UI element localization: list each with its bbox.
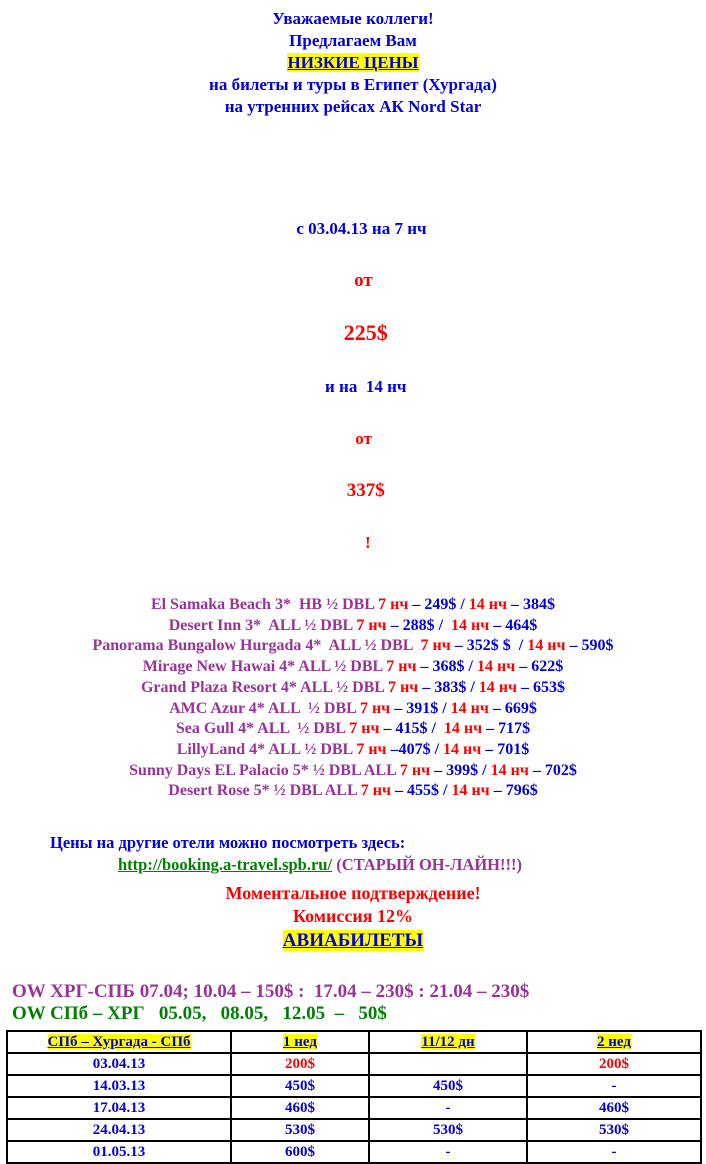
nights14-label: 14 нч bbox=[478, 678, 518, 696]
avia-heading: АВИАБИЛЕТЫ bbox=[282, 930, 424, 952]
ow-hrg-spb-line: OW ХРГ-СПБ 07.04; 10.04 – 150$ : 17.04 – 230$ : 21.04 – 230$ bbox=[12, 981, 530, 1003]
hotel-line bbox=[0, 616, 706, 637]
cell-11-12days-text: 450$ bbox=[433, 1077, 463, 1094]
cell-date-text: 03.04.13 bbox=[92, 1055, 146, 1072]
hotel-name: Panorama Bungalow Hurgada 4* ALL ½ DBL bbox=[92, 637, 421, 655]
cell-2weeks-text: 460$ bbox=[599, 1099, 629, 1116]
price-7nights: – 391$ / bbox=[390, 699, 451, 717]
table-header-row bbox=[7, 1031, 701, 1053]
cell-date-text: 17.04.13 bbox=[92, 1099, 146, 1116]
cell-1week-text: 530$ bbox=[285, 1121, 315, 1138]
nights14-label: 14 нч bbox=[527, 637, 566, 655]
price-14nights: – 796$ bbox=[489, 782, 538, 800]
col-header-11-12days bbox=[369, 1031, 527, 1053]
cell-11-12days-text: - bbox=[445, 1143, 451, 1160]
hotel-name: Sunny Days EL Palacio 5* ½ DBL ALL bbox=[129, 761, 400, 779]
hotel-line bbox=[0, 678, 706, 699]
col-header-2weeks bbox=[527, 1031, 701, 1053]
hotel-price-list bbox=[0, 595, 706, 802]
cell-date-text: 14.03.13 bbox=[92, 1077, 146, 1094]
cell-1week-text: 450$ bbox=[285, 1077, 315, 1094]
promo-segment: 337$ bbox=[346, 480, 385, 501]
cell-11-12days-text: 530$ bbox=[433, 1121, 463, 1138]
hotel-name: AMC Azur 4* ALL ½ DBL bbox=[169, 699, 360, 717]
header-line bbox=[0, 52, 706, 74]
cell-1week bbox=[231, 1053, 369, 1075]
table-row bbox=[7, 1053, 701, 1075]
price-14nights: – 464$ bbox=[489, 616, 538, 634]
cell-2weeks-text: - bbox=[611, 1077, 617, 1094]
price-14nights: – 702$ bbox=[528, 761, 577, 779]
cell-date bbox=[7, 1075, 231, 1097]
cell-date bbox=[7, 1141, 231, 1163]
promo-segment: 225$ bbox=[343, 320, 388, 345]
promo-segment: от bbox=[355, 429, 377, 448]
hotel-name: Grand Plaza Resort 4* ALL ½ DBL bbox=[140, 678, 389, 696]
nights7-label: 7 нч bbox=[359, 699, 391, 717]
cell-1week bbox=[231, 1075, 369, 1097]
nights14-label: 14 нч bbox=[490, 761, 529, 779]
cell-1week bbox=[231, 1097, 369, 1119]
hotel-line bbox=[0, 761, 706, 782]
header-line bbox=[0, 96, 706, 118]
price-14nights: – 590$ bbox=[565, 637, 614, 655]
cell-11-12days bbox=[369, 1053, 527, 1075]
flight-price-table bbox=[6, 1030, 702, 1164]
cell-2weeks bbox=[527, 1119, 701, 1141]
ow-spb-hrg-line: OW СПб – ХРГ 05.05, 08.05, 12.05 – 50$ bbox=[12, 1003, 387, 1025]
col-header-1week bbox=[231, 1031, 369, 1053]
cell-1week bbox=[231, 1119, 369, 1141]
hotel-name: Desert Inn 3* ALL ½ DBL bbox=[168, 616, 357, 634]
header bbox=[0, 0, 706, 118]
promo-segment: и на 14 нч bbox=[320, 377, 411, 396]
price-7nights: – 368$ / bbox=[416, 658, 477, 676]
cell-2weeks bbox=[527, 1075, 701, 1097]
promo-segment: от bbox=[354, 270, 378, 291]
hotel-line bbox=[0, 636, 706, 657]
hotel-line bbox=[0, 740, 706, 761]
cell-2weeks bbox=[527, 1141, 701, 1163]
cell-1week-text: 200$ bbox=[285, 1055, 315, 1072]
table-row bbox=[7, 1119, 701, 1141]
instant-confirmation-note: Моментальное подтверждение! bbox=[225, 883, 481, 904]
header-line bbox=[0, 30, 706, 52]
cell-11-12days bbox=[369, 1075, 527, 1097]
promo-price-line bbox=[0, 138, 706, 582]
nights14-label: 14 нч bbox=[477, 658, 516, 676]
cell-1week-text: 460$ bbox=[285, 1099, 315, 1116]
hotel-line bbox=[0, 699, 706, 720]
nights7-label: 7 нч bbox=[356, 616, 387, 634]
price-14nights: – 717$ bbox=[482, 720, 531, 738]
nights14-label: 14 нч bbox=[450, 699, 489, 717]
price-7nights: – 249$ / bbox=[408, 596, 469, 613]
cell-2weeks-text: - bbox=[611, 1143, 617, 1160]
col-header-1week-text: 1 нед bbox=[283, 1033, 317, 1050]
nights14-label: 14 нч bbox=[451, 782, 490, 800]
nights7-label: 7 нч bbox=[378, 596, 409, 613]
nights14-label: 14 нч bbox=[451, 616, 490, 634]
cell-1week bbox=[231, 1141, 369, 1163]
nights7-label: 7 нч bbox=[386, 658, 417, 676]
nights7-label: 7 нч bbox=[360, 782, 391, 800]
hotel-name: El Samaka Beach 3* HB ½ DBL bbox=[150, 596, 379, 613]
hotel-line bbox=[0, 719, 706, 740]
nights14-label: 14 нч bbox=[443, 720, 483, 738]
cell-date bbox=[7, 1097, 231, 1119]
cell-date bbox=[7, 1053, 231, 1075]
price-7nights: – 399$ / bbox=[430, 761, 491, 779]
hotel-line bbox=[0, 781, 706, 802]
nights14-label: 14 нч bbox=[468, 596, 508, 613]
price-7nights: – 455$ / bbox=[391, 782, 452, 800]
nights14-label: 14 нч bbox=[443, 740, 482, 758]
hotel-name: Mirage New Hawai 4* ALL ½ DBL bbox=[142, 658, 387, 676]
cell-2weeks-text: 200$ bbox=[599, 1055, 629, 1072]
col-header-11-12days-text: 11/12 дн bbox=[421, 1033, 475, 1050]
table-row bbox=[7, 1097, 701, 1119]
old-online-note: (СТАРЫЙ ОН-ЛАЙН!!!) bbox=[332, 855, 522, 875]
booking-link[interactable]: http://booking.a-travel.spb.ru/ bbox=[118, 855, 333, 875]
header-line-text: на билеты и туры в Египет (Хургада) bbox=[209, 75, 497, 94]
price-7nights: – 288$ / bbox=[386, 616, 452, 634]
header-line-text: Уважаемые коллеги! bbox=[272, 9, 434, 28]
hotel-name: Desert Rose 5* ½ DBL ALL bbox=[168, 782, 361, 800]
header-line-text: на утренних рейсах АК Nord Star bbox=[224, 97, 482, 116]
nights7-label: 7 нч bbox=[420, 637, 451, 655]
cell-2weeks bbox=[527, 1097, 701, 1119]
cell-date bbox=[7, 1119, 231, 1141]
price-7nights: – 415$ / bbox=[379, 720, 444, 738]
price-14nights: – 669$ bbox=[488, 699, 537, 717]
header-line-text: НИЗКИЕ ЦЕНЫ bbox=[287, 53, 419, 72]
nights7-label: 7 нч bbox=[349, 720, 380, 738]
header-line bbox=[0, 74, 706, 96]
hotel-line bbox=[0, 595, 706, 616]
price-7nights: –407$ / bbox=[386, 740, 444, 758]
header-line bbox=[0, 8, 706, 30]
nights7-label: 7 нч bbox=[399, 761, 431, 779]
nights7-label: 7 нч bbox=[356, 740, 387, 758]
cell-date-text: 24.04.13 bbox=[92, 1121, 146, 1138]
nights7-label: 7 нч bbox=[388, 678, 419, 696]
table-row bbox=[7, 1141, 701, 1163]
booking-link-line bbox=[118, 854, 706, 876]
promo-segment: ! bbox=[360, 533, 371, 552]
cell-11-12days bbox=[369, 1141, 527, 1163]
col-header-2weeks-text: 2 нед bbox=[597, 1033, 631, 1050]
cell-1week-text: 600$ bbox=[285, 1143, 315, 1160]
table-row bbox=[7, 1075, 701, 1097]
cell-2weeks bbox=[527, 1053, 701, 1075]
price-14nights: – 701$ bbox=[481, 740, 530, 758]
cell-11-12days bbox=[369, 1119, 527, 1141]
hotel-name: Sea Gull 4* ALL ½ DBL bbox=[175, 720, 350, 738]
promo-segment: с 03.04.13 на 7 нч bbox=[296, 219, 436, 238]
hotel-name: LillyLand 4* ALL ½ DBL bbox=[176, 740, 357, 758]
commission-note: Комиссия 12% bbox=[292, 906, 414, 927]
other-hotels-note: Цены на другие отели можно посмотреть здесь: bbox=[50, 833, 406, 853]
cell-date-text: 01.05.13 bbox=[92, 1143, 146, 1160]
avia-heading-line bbox=[0, 929, 706, 954]
price-14nights: – 622$ bbox=[515, 658, 564, 676]
header-line-text: Предлагаем Вам bbox=[289, 31, 417, 50]
col-header-route-text: СПб – Хургада - СПб bbox=[47, 1033, 191, 1050]
cell-11-12days-text: - bbox=[445, 1099, 451, 1116]
cell-11-12days bbox=[369, 1097, 527, 1119]
cell-2weeks-text: 530$ bbox=[599, 1121, 629, 1138]
col-header-route bbox=[7, 1031, 231, 1053]
price-14nights: – 653$ bbox=[517, 678, 566, 696]
price-7nights: – 352$ $ / bbox=[450, 637, 528, 655]
hotel-line bbox=[0, 657, 706, 678]
price-7nights: – 383$ / bbox=[418, 678, 479, 696]
price-14nights: – 384$ bbox=[507, 596, 556, 613]
